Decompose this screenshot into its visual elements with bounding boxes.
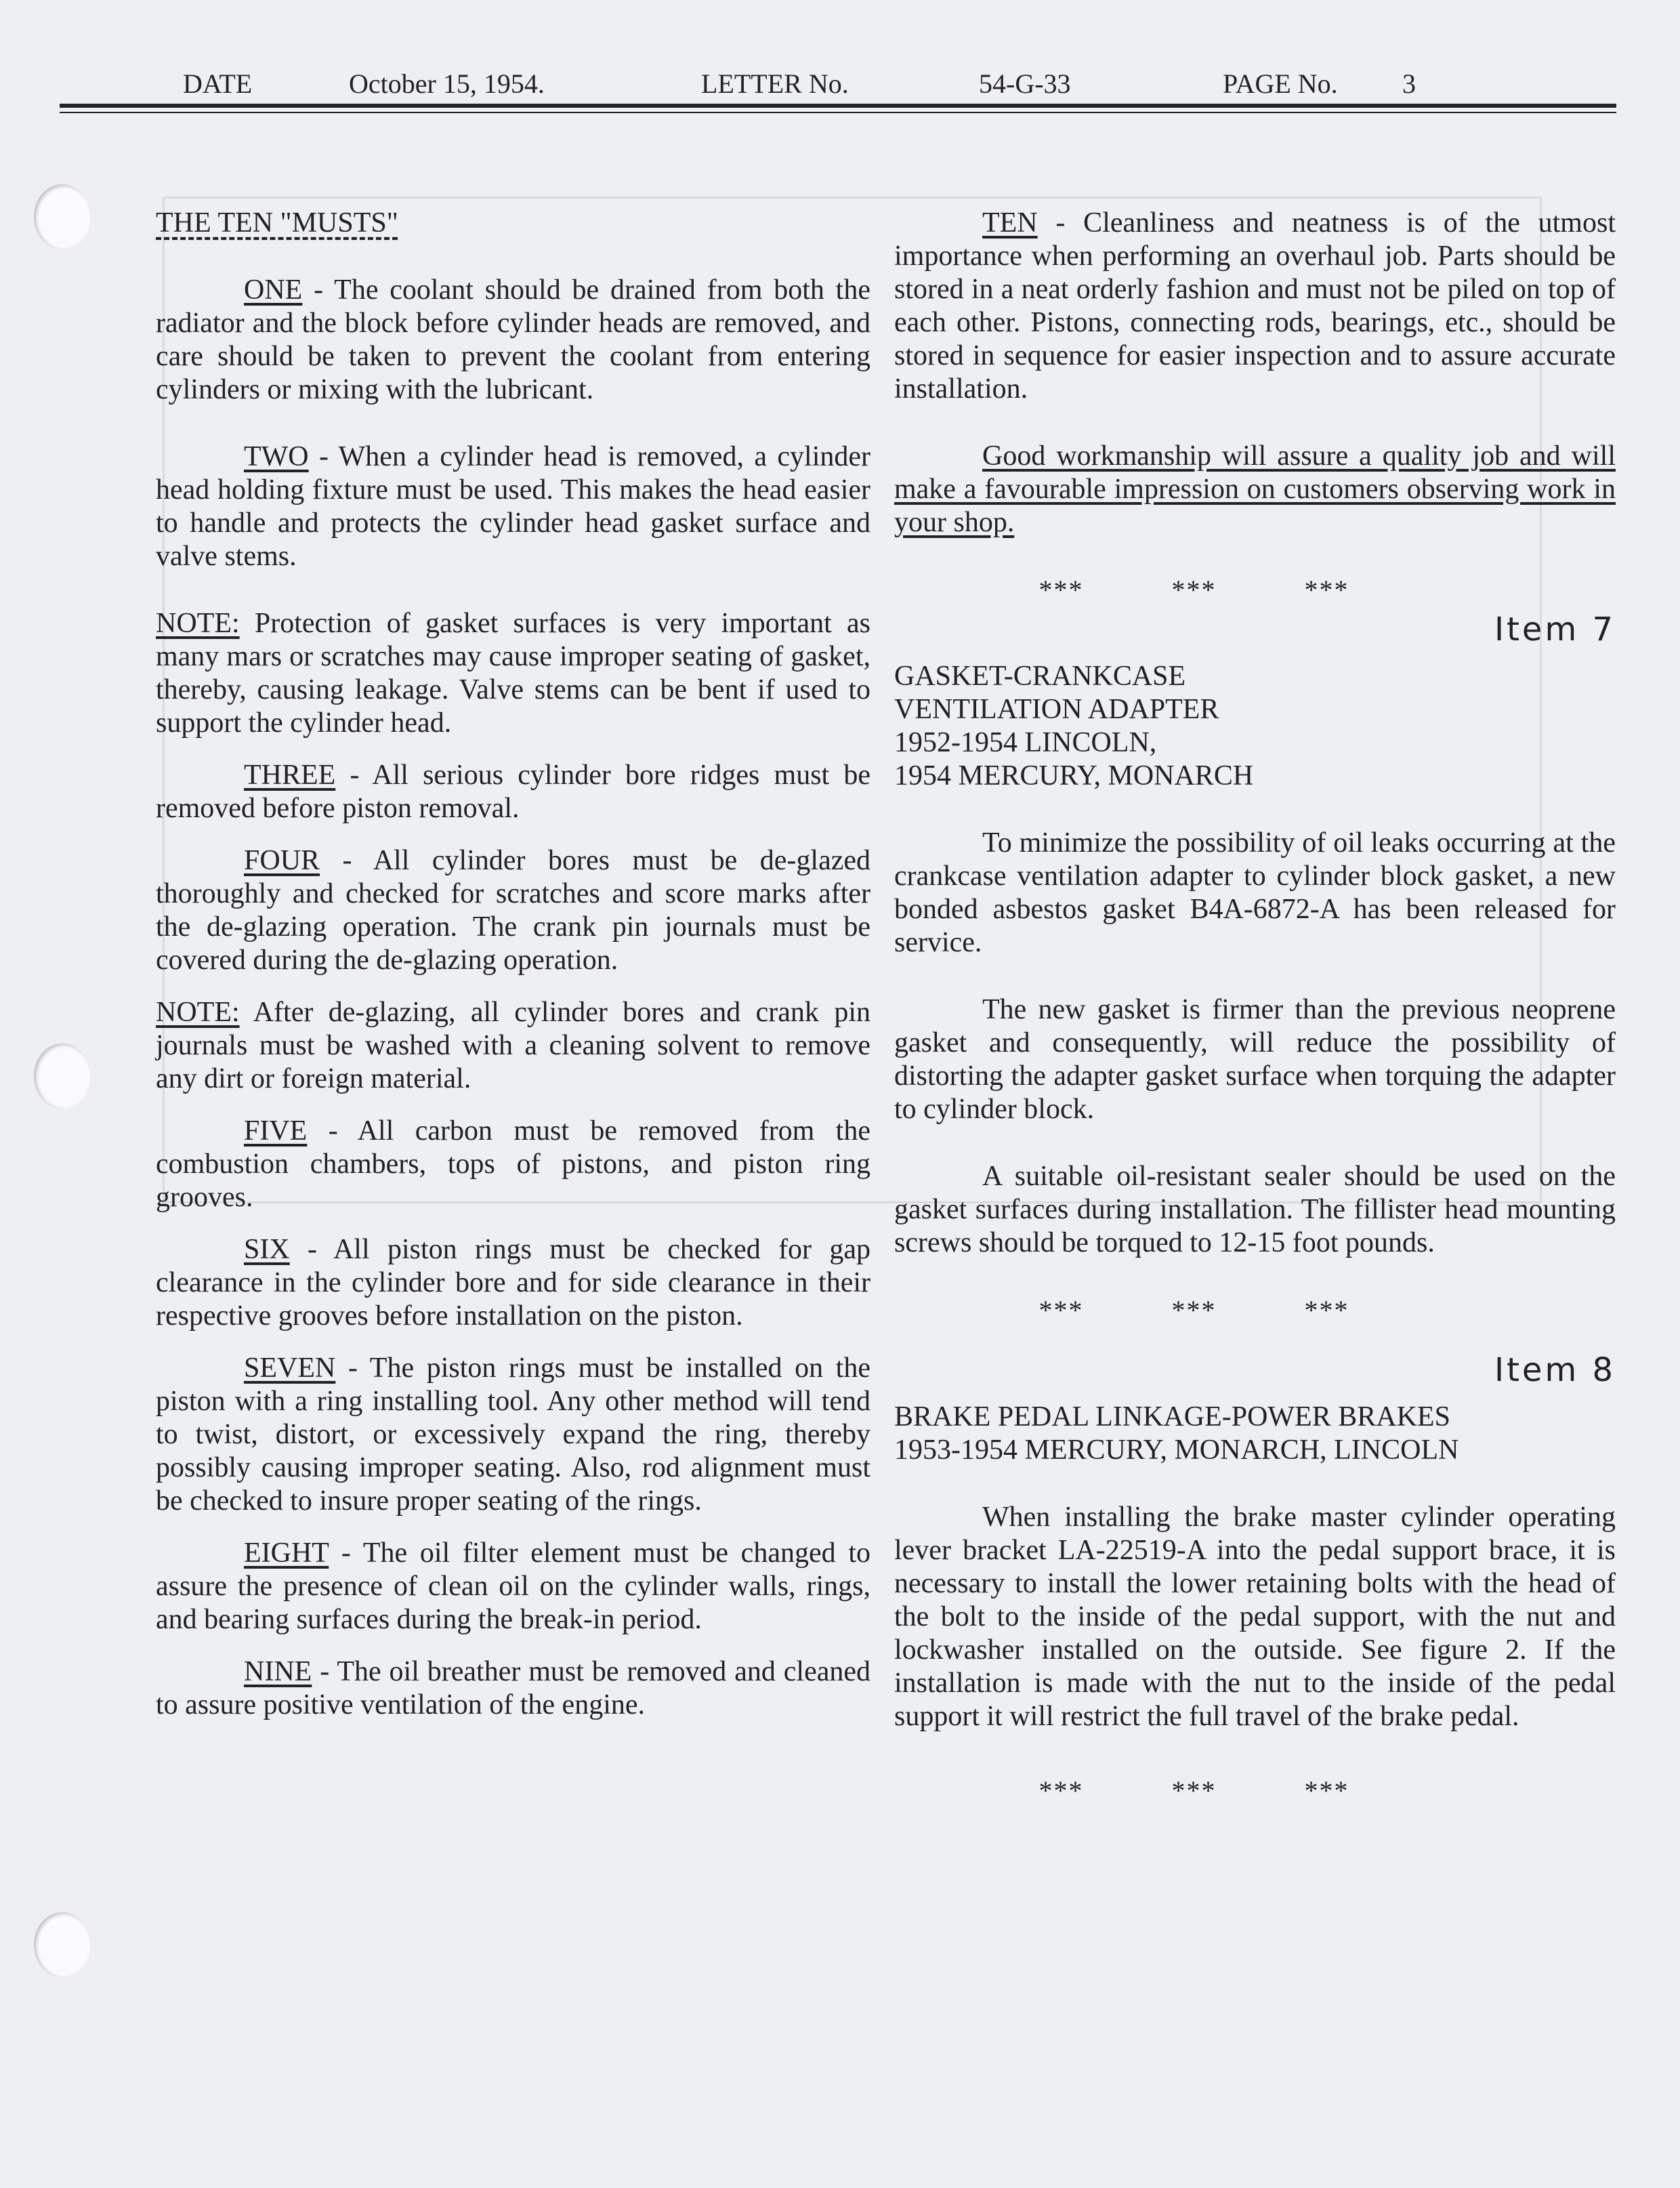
must-one-label: ONE bbox=[244, 274, 303, 306]
item-8-title: BRAKE PEDAL LINKAGE-POWER BRAKES 1953-1954 MERCURY, MONARCH, LINCOLN bbox=[894, 1401, 1459, 1466]
must-seven-label: SEVEN bbox=[244, 1353, 336, 1384]
must-eight-label: EIGHT bbox=[244, 1537, 329, 1569]
must-six: SIX - All piston rings must be checked for gap clearance in the cylinder bore and for side clearance in their respective grooves before installation on the piston. bbox=[156, 1234, 870, 1332]
binder-hole-middle bbox=[34, 1044, 91, 1109]
must-five: FIVE - All carbon must be removed from the combustion chambers, tops of pistons, and piston ring grooves. bbox=[156, 1115, 870, 1213]
must-three: THREE - All serious cylinder bore ridges must be removed before piston removal. bbox=[156, 760, 870, 824]
letterhead bbox=[0, 68, 1680, 108]
header-rule-thin bbox=[60, 112, 1616, 113]
right-column bbox=[894, 207, 1616, 1814]
must-ten-label: TEN bbox=[982, 207, 1038, 239]
must-one: ONE - The coolant should be drained from both the radiator and the block before cylinder heads are removed, and care should be taken to prevent the coolant from entering cylinders or mixing with the lubricant. bbox=[156, 274, 870, 405]
item-7-paragraph-1: To minimize the possibility of oil leaks occurring at the crankcase ventilation adapter to cylinder block gasket, a new bonded asbestos gasket B4A-6872-A has been released for service. bbox=[894, 827, 1616, 958]
must-five-label: FIVE bbox=[244, 1115, 308, 1147]
must-two: TWO - When a cylinder head is removed, a cylinder head holding fixture must be used. This makes the head easier to handle and protects the cylinder head gasket surface and valve stems. bbox=[156, 441, 870, 572]
must-four-label: FOUR bbox=[244, 845, 320, 876]
must-nine-label: NINE bbox=[244, 1656, 312, 1687]
note-label: NOTE: bbox=[156, 608, 240, 639]
date-value: October 15, 1954. bbox=[349, 68, 545, 99]
section-divider: *** *** *** bbox=[1038, 1775, 1349, 1806]
header-rule-thick bbox=[60, 104, 1616, 108]
date-label: DATE bbox=[183, 68, 253, 99]
note-deglazing: NOTE: After de-glazing, all cylinder bores and crank pin journals must be washed with a cleaning solvent to remove any dirt or foreign material. bbox=[156, 997, 870, 1094]
must-ten: TEN - Cleanliness and neatness is of the utmost importance when performing an overhaul job. Parts should be stored in a neat orderly fashion and must not be piled on top of each other. Pistons, connecting rods, bearings, etc., should be stored in sequence for easier inspection and to assure accurate installation. bbox=[894, 207, 1616, 405]
note-label: NOTE: bbox=[156, 997, 240, 1028]
section-title: THE TEN "MUSTS" bbox=[156, 207, 398, 239]
binder-hole-bottom bbox=[34, 1912, 91, 1977]
must-two-label: TWO bbox=[244, 441, 309, 472]
note-gasket: NOTE: Protection of gasket surfaces is very important as many mars or scratches may cause improper seating of gasket, thereby, causing leakage. Valve stems can be bent if used to support the cylinder head. bbox=[156, 608, 870, 739]
must-four: FOUR - All cylinder bores must be de-glazed thoroughly and checked for scratches and score marks after the de-glazing operation. The crank pin journals must be covered during the de-glazing operation. bbox=[156, 845, 870, 976]
page-value: 3 bbox=[1402, 68, 1416, 99]
must-eight: EIGHT - The oil filter element must be changed to assure the presence of clean oil on the cylinder walls, rings, and bearing surfaces during the break-in period. bbox=[156, 1537, 870, 1635]
page-label: PAGE No. bbox=[1223, 68, 1338, 99]
item-7-title: GASKET-CRANKCASE VENTILATION ADAPTER 1952-1954 LINCOLN, 1954 MERCURY, MONARCH bbox=[894, 661, 1254, 791]
letter-label: LETTER No. bbox=[701, 68, 849, 99]
binder-hole-top bbox=[34, 184, 91, 249]
must-seven: SEVEN - The piston rings must be installed on the piston with a ring installing tool. Any other method will tend to twist, distort, or excessively expand the ring, thereby possibly causing improper seating. Also, rod alignment must be checked to insure proper seating of the rings. bbox=[156, 1353, 870, 1516]
section-divider: *** *** *** bbox=[1038, 575, 1349, 605]
item-7-paragraph-2: The new gasket is firmer than the previous neoprene gasket and consequently, will reduce the possibility of distorting the adapter gasket surface when torquing the adapter to cylinder block. bbox=[894, 994, 1616, 1125]
must-nine: NINE - The oil breather must be removed and cleaned to assure positive ventilation of the engine. bbox=[156, 1656, 870, 1720]
closing-statement: Good workmanship will assure a quality job and will make a favourable impression on customers observing work in your shop. bbox=[894, 440, 1616, 538]
must-three-label: THREE bbox=[244, 760, 336, 791]
item-7-label: Item 7 bbox=[1494, 611, 1616, 648]
item-8-label: Item 8 bbox=[1494, 1351, 1616, 1389]
letter-value: 54-G-33 bbox=[979, 68, 1071, 99]
item-7-paragraph-3: A suitable oil-resistant sealer should be used on the gasket surfaces during installation. The fillister head mounting screws should be torqued to 12-15 foot pounds. bbox=[894, 1161, 1616, 1258]
left-column bbox=[156, 207, 870, 1741]
item-8-paragraph-1: When installing the brake master cylinder operating lever bracket LA-22519-A into the pedal support brace, it is necessary to install the lower retaining bolts with the head of the bolt to the inside of the pedal support, with the nut and lockwasher installed on the outside. See figure 2. If the installation is made with the nut to the inside of the pedal support it will restrict the full travel of the brake pedal. bbox=[894, 1502, 1616, 1732]
must-six-label: SIX bbox=[244, 1234, 290, 1265]
section-divider: *** *** *** bbox=[1038, 1295, 1349, 1325]
